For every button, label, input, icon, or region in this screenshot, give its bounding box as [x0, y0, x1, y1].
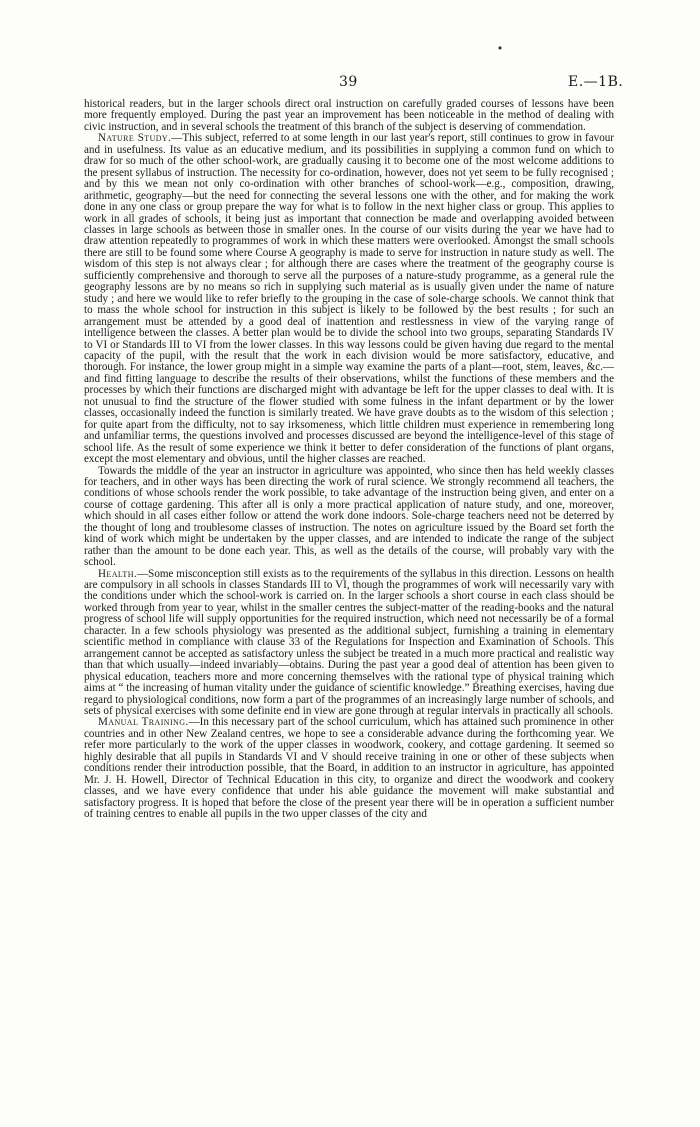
page-number: 39	[339, 74, 358, 90]
paragraph-nature-study	[84, 133, 614, 465]
paragraph-historical-readers	[84, 99, 614, 133]
paragraph-health	[84, 569, 614, 718]
paragraph-text: —In this necessary part of the school curriculum, which has attained such prominence in other countries and in other New Zealand centres, we hope to see a considerable advance during the forthcoming year. We refer more particularly to the work of the upper classes in woodwork, cookery, and cottage gardening. It seemed so highly desirable that all pupils in Standards VI and V should receive training in one or other of these subjects when conditions render their introduction possible, that the Board, in addition to an instructor in agriculture, has appointed Mr. J. H. Howell, Director of Technical Education in this city, to organize and direct the woodwork and cookery classes, and we have every confidence that under his able guidance the movement will make substantial and satisfactory progress. It is hoped that before the close of the present year there will be in operation a sufficient number of training centres to enable all pupils in the two upper classes of the city and	[84, 716, 614, 821]
body-text	[84, 99, 614, 821]
section-heading-health: Health.	[98, 567, 138, 580]
section-heading-nature-study: Nature Study.	[98, 132, 172, 145]
paragraph-text: —This subject, referred to at some length in our last year's report, still continues to grow in favour and in usefulness. Its value as an educative medium, and its possibilities in supplying a common fund on which to draw for so much of the other school-work, are gradually causing it to become one of the most welcome additions to the present syllabus of instruction. The necessity for co-ordination, however, does not yet seem to be fully recognised ; and by this we mean not only co-ordination with other branches of school-work—e.g., composition, drawing, arithmetic, geography—but the need for connecting the several lessons one with the other, and for making the work done in any one class or group prepare the way for what is to follow in the next higher class or group. This applies to work in all grades of schools, it being just as important that connection be made and overlapping avoided between classes in large schools as between those in smaller ones. In the course of our visits during the year we have had to draw attention repeatedly to programmes of work in which these matters were overlooked. Amongst the small schools there are still to be found some where Course A geography is made to serve for instruction in nature study as well. The wisdom of this step is not always clear ; for although there are cases where the treatment of the geography course is sufficiently comprehensive and thorough to serve all the purposes of a nature-study programme, as a general rule the geography lessons are by no means so rich in supplying such material as is usually given under the name of nature study ; and here we would like to refer briefly to the grouping in the case of sole-charge schools. We cannot think that to mass the whole school for instruction in this subject is likely to be followed by the best results ; for such an arrangement must be attended by a good deal of inattention and restlessness in view of the varying range of intelligence between the classes. A better plan would be to divide the school into two groups, separating Standards IV to VI or Standards III to VI from the lower classes. In this way lessons could be given having due regard to the mental capacity of the pupil, with the result that the work in each division would be more satisfactory, educative, and thorough. For instance, the lower group might in a simple way examine the parts of a plant—root, stem, leaves, &c.—and find fitting language to describe the results of their observations, whilst the functions of these members and the processes by which their functions are discharged might with advantage be left for the upper classes to deal with. It is not unusual to find the structure of the flower studied with some fulness in the infant department or by the lower classes, occasionally indeed the function is similarly treated. We have grave doubts as to the wisdom of this selection ; for quite apart from the difficulty, not to say irksomeness, which little children must experience in remembering long and unfamiliar terms, the questions involved and processes discussed are beyond the intelligence-level of this stage of school life. As the result of some experience we think it better to defer consideration of the functions of plant organs, except the most elementary and obvious, until the higher classes are reached.	[84, 132, 614, 466]
paragraph-manual-training	[84, 717, 614, 820]
paragraph-text: historical readers, but in the larger schools direct oral instruction on carefully graded courses of lessons have been more frequently employed. During the past year an improvement has been noticeable in the method of dealing with civic instruction, and in several schools the treatment of this branch of the subject is deserving of commendation.	[84, 98, 614, 133]
paragraph-text: Towards the middle of the year an instructor in agriculture was appointed, who since then has held weekly classes for teachers, and in other ways has been directing the work of rural science. We strongly recommend all teachers, the conditions of whose schools render the work possible, to take advantage of the instruction being given, and enter on a course of cottage gardening. This after all is only a more practical application of nature study, and one, moreover, which should in all cases either follow or attend the work done indoors. Sole-charge teachers need not be deterred by the thought of long and troublesome classes of instruction. The notes on agriculture issued by the Board set forth the kind of work which might be undertaken by the upper classes, and are intended to indicate the range of the subject rather than the amount to be done each year. This, as well as the details of the course, will probably vary with the school.	[84, 464, 614, 569]
document-reference: E.—1B.	[568, 74, 624, 90]
section-heading-manual-training: Manual Training.	[98, 716, 189, 729]
stray-mark: •	[494, 41, 506, 56]
paragraph-agriculture-instructor	[84, 466, 614, 569]
paragraph-text: —Some misconception still exists as to the requirements of the syllabus in this direction. Lessons on health are compulsory in all schools in classes Standards III to VI, though the programmes of work will necessarily vary with the conditions under which the school-work is carried on. In the larger schools a short course in each class should be worked through from year to year, whilst in the smaller centres the subject-matter of the reading-books and the natural progress of school life will supply opportunities for the required instruction, which need not necessarily be of a formal character. In a few schools physiology was presented as the additional subject, furnishing a training in elementary scientific method in compliance with clause 33 of the Regulations for Inspection and Examination of Schools. This arrangement cannot be accepted as satisfactory unless the subject be treated in a much more practical and realistic way than that which usually—indeed invariably—obtains. During the past year a good deal of attention has been given to physical education, teachers more and more concerning themselves with the rational type of physical training which aims at “ the increasing of human vitality under the guidance of scientific knowledge.” Breathing exercises, having due regard to physiological conditions, now form a part of the programmes of an increasingly large number of schools, and sets of physical exercises with some definite end in view are gone through at regular intervals in practically all schools.	[84, 567, 614, 718]
